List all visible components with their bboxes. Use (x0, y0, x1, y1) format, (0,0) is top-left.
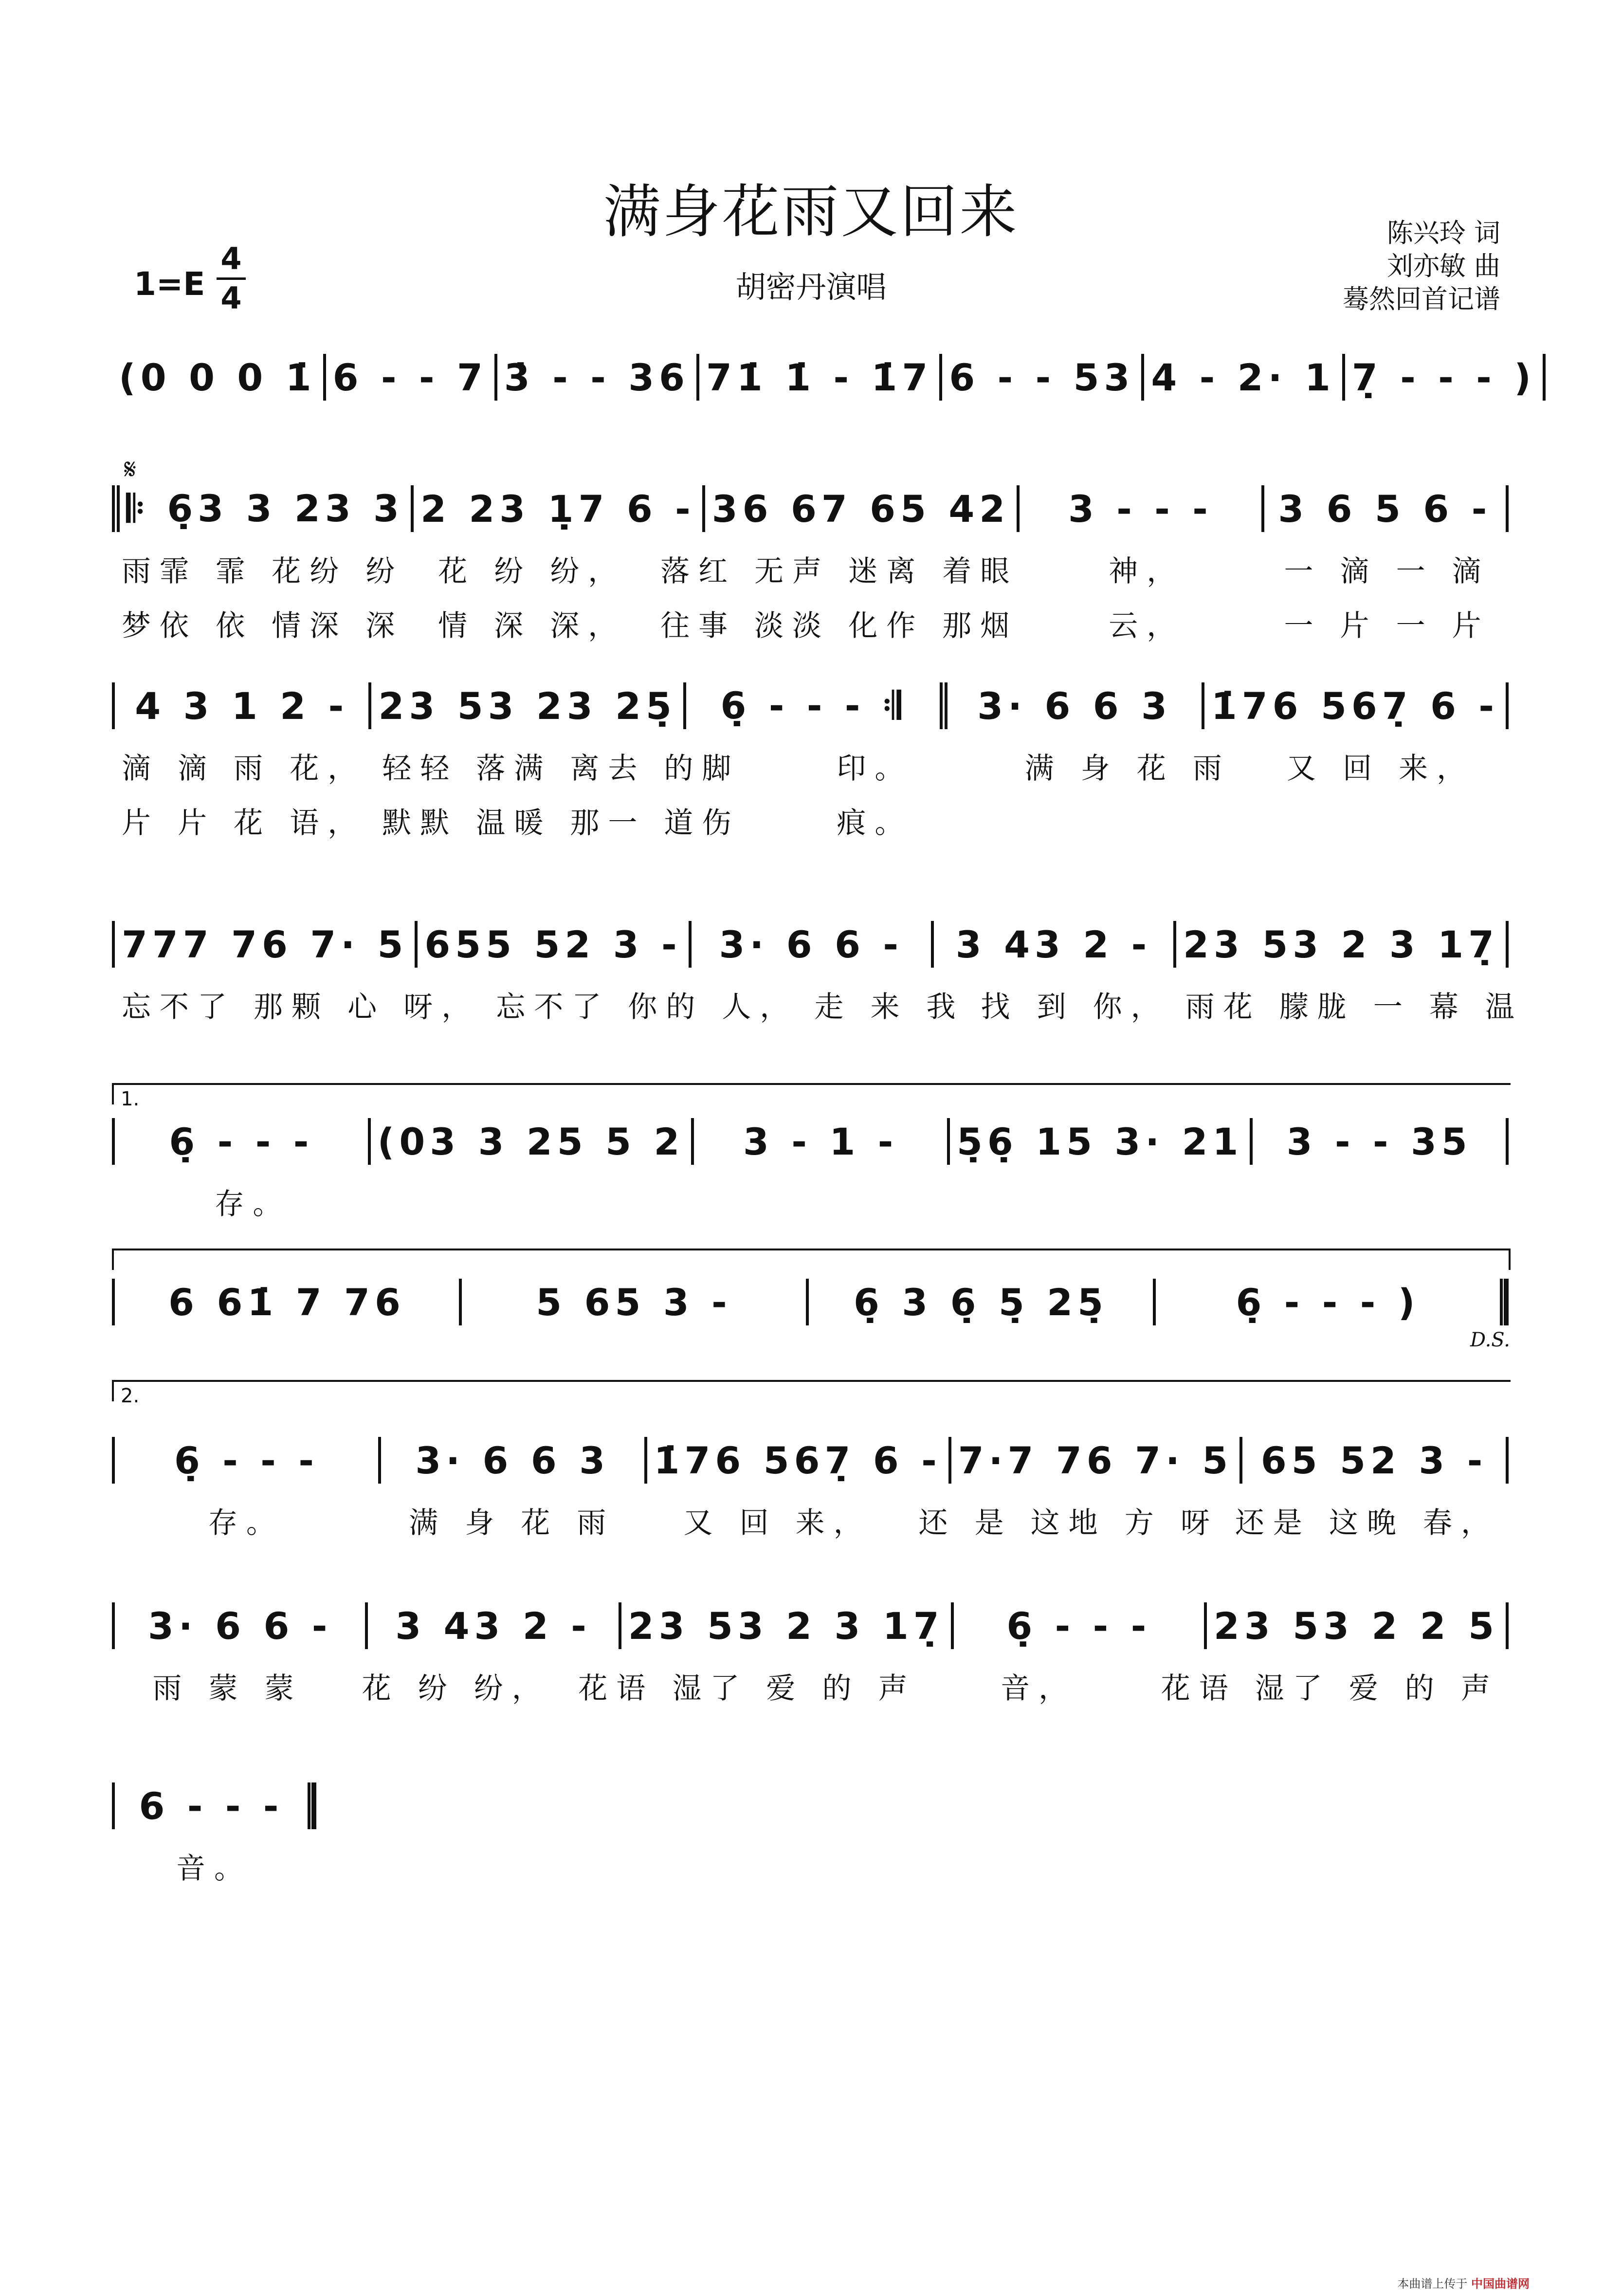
measure: 23 53 2 3 17̣ (1183, 922, 1499, 966)
lyric-cell (1230, 1181, 1506, 1223)
measure: 777 76 7· 5 (122, 922, 408, 966)
lyrics-verse-1 (112, 1665, 1509, 1707)
lyric-cell: 雨霏 霏 花纷 纷 (122, 554, 404, 588)
measure: 36 67 65 42 (711, 487, 1010, 531)
time-top: 4 (220, 241, 242, 276)
barline (940, 682, 948, 729)
measure: (03 3 25 5 2 (377, 1120, 685, 1163)
lyrics-verse-1 (112, 1500, 1509, 1542)
barline (1500, 1279, 1509, 1325)
measure: 23 53 2 3 17̣ (628, 1604, 944, 1648)
measure: 3 - - 35 (1286, 1120, 1472, 1163)
measure: 1̇76 567̣ 6 - (1211, 684, 1499, 728)
barline (1506, 485, 1509, 532)
lyric-cell (673, 1181, 948, 1223)
lyric-cell: 花语 湿了 爱 的 声 (578, 1671, 916, 1706)
measure: 6 - - 7 (332, 355, 488, 399)
lyric-cell: 又 回 来， (683, 1506, 872, 1540)
measure: (0 0 0 1̇ (119, 355, 316, 399)
notes-row (112, 1115, 1509, 1168)
volta-2-label: 2. (121, 1385, 140, 1407)
credit-lyricist: 陈兴玲 词 (1386, 218, 1500, 248)
volta-1-label: 1. (121, 1088, 140, 1110)
lyric-cell: 一 滴 一 滴 (1284, 554, 1490, 588)
lyric-cell: 忘不了 那颗 心 呀， (122, 990, 480, 1024)
lyric-cell (1256, 800, 1506, 842)
notes-row (112, 679, 1509, 733)
measure: 3̇ - - 36 (504, 355, 690, 399)
lyric-cell: 花 纷 纷， (438, 554, 626, 588)
lyric-cell: 还是 这晚 春， (1235, 1506, 1499, 1540)
measure: 3· 6 6 3 (977, 684, 1172, 728)
lyric-cell: 存。 (215, 1187, 291, 1221)
performer: 胡密丹演唱 (735, 269, 887, 305)
lyric-cell (394, 1181, 670, 1223)
lyric-cell: 一 片 一 片 (1284, 609, 1490, 643)
lyric-cell: 雨花 朦胧 一 幕 温 (1185, 990, 1523, 1024)
lyrics-verse-1 (112, 548, 1509, 590)
credits (1343, 217, 1500, 316)
barline (112, 485, 120, 532)
lyric-cell: 片 片 花 语， (122, 806, 366, 840)
lyric-cell: 默默 温暖 那一 道伤 (382, 806, 740, 840)
lyric-cell: 印。 (837, 752, 913, 786)
measure: 4 3 1 2 - (135, 684, 349, 728)
measure: 6̣ - - - ) (1236, 1280, 1420, 1324)
lyric-cell: 音， (1001, 1671, 1077, 1706)
key-signature: 1=E (134, 265, 205, 303)
notes-row (112, 350, 1536, 404)
score-system (112, 1433, 1509, 1542)
notes-row (112, 1779, 316, 1833)
segno-sign: 𝄋 (124, 453, 136, 486)
measure: 7̣ - - - ) (1351, 355, 1536, 399)
lyric-cell: 找 到 你， (981, 990, 1169, 1024)
measure: 23 53 2 2 5 (1213, 1604, 1499, 1648)
measure: 7·7 76 7· 5 (958, 1438, 1233, 1482)
lyric-cell (951, 1181, 1227, 1223)
barline (1506, 921, 1509, 968)
lyric-cell: 满 身 花 雨 (1024, 752, 1231, 786)
lyric-cell: 花 纷 纷， (362, 1671, 550, 1706)
credit-composer: 刘亦敏 曲 (1386, 251, 1500, 281)
ds-marking: D.S. (1470, 1329, 1510, 1351)
measure: 5 65 3 - (536, 1280, 732, 1324)
lyric-cell: 又 回 来， (1287, 752, 1475, 786)
lyric-cell: 忘不了 你的 人， (496, 990, 798, 1024)
barline (1506, 1437, 1509, 1484)
lyric-cell: 落红 无声 迷离 着眼 (660, 554, 1019, 588)
measure: 6̣ - - - (1006, 1604, 1151, 1648)
score-system (112, 1779, 316, 1887)
measure: 3 43 2 - (395, 1604, 591, 1648)
lyric-cell (1002, 800, 1253, 842)
score-system (112, 350, 1536, 404)
measure: 6 - - 53 (949, 355, 1135, 399)
score-system (112, 1599, 1509, 1707)
song-title: 满身花雨又回来 (603, 178, 1019, 245)
measure: 5̣6̣ 15 3· 21 (956, 1120, 1243, 1163)
lyric-cell: 走 来 我 (814, 990, 965, 1024)
measure: 6̣ - - - (169, 1120, 314, 1163)
volta-bracket-1 (112, 1083, 1511, 1110)
lyric-cell: 云， (1109, 609, 1185, 643)
measure: 23 53 23 25̣ (378, 684, 676, 728)
footer-text: 本曲谱上传于 (1397, 2277, 1468, 2291)
barline (1506, 682, 1509, 729)
lyric-cell: 情 深 深， (438, 609, 626, 643)
measure: 3· 6 6 3 (415, 1438, 610, 1482)
footer (1397, 2274, 1530, 2291)
measure: 6̣ - - - (174, 1438, 319, 1482)
lyric-cell: 还 是 这地 方 呀 (918, 1506, 1219, 1540)
footer-brand: 中国曲谱网 (1471, 2277, 1530, 2291)
lyrics-verse-2 (112, 800, 1509, 842)
measure: 6̣ 3 6̣ 5̣ 25̣ (853, 1280, 1109, 1324)
lyric-cell: 满 身 花 雨 (409, 1506, 615, 1540)
notes-row (112, 1433, 1509, 1487)
measure: 71̇ 1̇ - 1̇7 (706, 355, 933, 399)
measure: 6̣ - - - 𝄇 (720, 683, 906, 727)
barline (1506, 1118, 1509, 1165)
lyric-cell: 存。 (208, 1506, 284, 1540)
lyric-cell: 梦依 依 情深 深 (122, 609, 404, 643)
measure: 65 52 3 - (1260, 1438, 1488, 1482)
measure: 2 23 1̣7 6 - (420, 487, 695, 531)
barline (1543, 354, 1546, 401)
score-system (112, 1275, 1509, 1329)
measure: 3 - 1 - (743, 1120, 898, 1163)
lyric-cell: 神， (1109, 554, 1185, 588)
lyrics-verse-1 (112, 1845, 316, 1887)
score-system (112, 1115, 1509, 1223)
score-system (112, 482, 1509, 644)
notes-row (112, 918, 1509, 971)
measure: 3 43 2 - (955, 922, 1152, 966)
lyrics-verse-2 (112, 603, 1509, 644)
measure: 6 61̇ 7 76 (168, 1280, 405, 1324)
lyric-cell: 音。 (176, 1852, 252, 1886)
lyric-cell: 花语 湿了 爱 的 声 (1161, 1671, 1499, 1706)
notes-row (112, 482, 1509, 535)
barline (308, 1782, 316, 1829)
lyrics-verse-1 (112, 1181, 1509, 1223)
measure: 6 - - - (139, 1784, 284, 1828)
measure: 3 - - - (1068, 487, 1213, 531)
lyrics-verse-1 (112, 984, 1523, 1026)
measure: 1̇76 567̣ 6 - (654, 1438, 942, 1482)
measure: 3 6 5 6 - (1278, 487, 1492, 531)
measure: 655 52 3 - (424, 922, 682, 966)
score-system (112, 918, 1523, 1026)
credit-transcriber: 蓦然回首记谱 (1343, 284, 1500, 314)
notes-row (112, 1275, 1509, 1329)
lyric-cell: 雨 蒙 蒙 (152, 1671, 303, 1706)
notes-row (112, 1599, 1509, 1653)
lyrics-verse-1 (112, 745, 1509, 787)
score-system (112, 679, 1509, 842)
measure: 3· 6 6 - (719, 922, 903, 966)
volta-bracket-2 (112, 1380, 1511, 1407)
measure: 𝄆 6̣3 3 23 3 (127, 486, 404, 530)
lyric-cell: 往事 淡淡 化作 那烟 (660, 609, 1019, 643)
measure: 4 - 2· 1 (1151, 355, 1335, 399)
volta-bracket-1-end (112, 1249, 1511, 1270)
lyric-cell: 痕。 (837, 806, 913, 840)
time-bottom: 4 (220, 280, 242, 316)
measure: 3· 6 6 - (147, 1604, 332, 1648)
lyric-cell: 滴 滴 雨 花， (122, 752, 366, 786)
barline (1506, 1602, 1509, 1649)
lyric-cell: 轻轻 落满 离去 的脚 (382, 752, 740, 786)
